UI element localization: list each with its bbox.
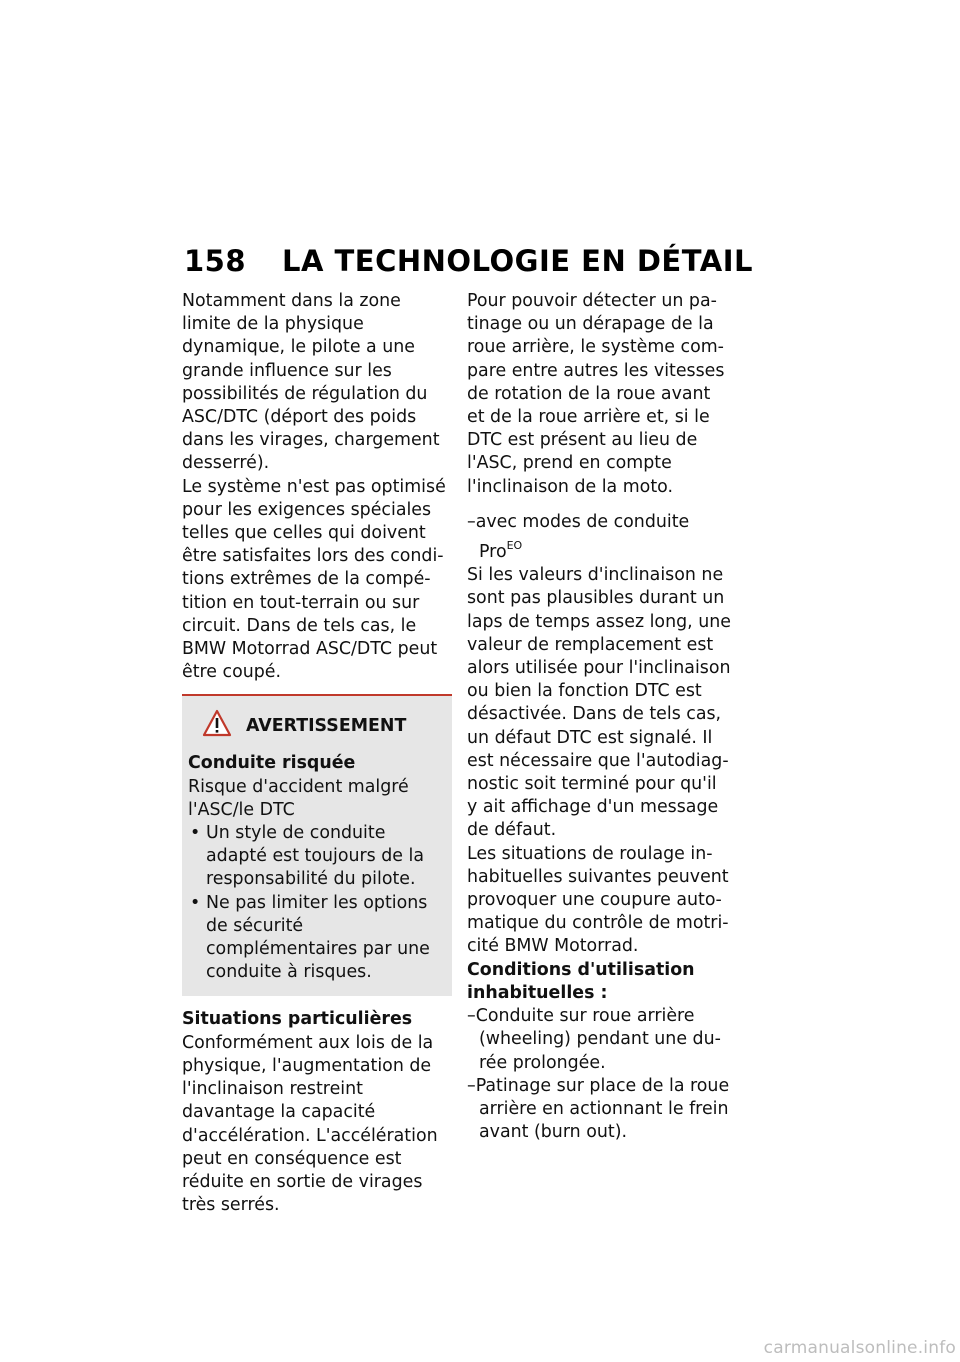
warning-header [202,710,446,742]
modes-superscript: EO [506,539,523,553]
page-number: 158 [184,244,247,278]
warning-bullets [188,822,446,984]
paragraph: Les situations de roulage inhabituelles suivantes peuvent provoquer une coupure automatique du contrôle de motricité BMW Motorrad. [467,843,729,957]
paragraph: Pour pouvoir détecter un patinage ou un dérapage de la roue arrière, le système compare entre autres les vitesses de rotation de la roue avant et de la roue arrière et, si le DTC est présent au lieu de l'ASC, prend en compte l'inclinaison de la moto. [467,291,725,497]
list-item: –Conduite sur roue arrière (wheeling) pendant une durée prolongée. [467,1006,721,1073]
conditions-list [467,1005,732,1144]
list-item: • Ne pas limiter les options de sécurité complémentaires par une conduite à risques. [188,892,446,985]
modes-label: –avec modes de conduite [467,511,690,532]
left-column [182,290,452,1217]
warning-text: Risque d'accident malgré l'ASC/le DTC [188,776,409,820]
page-header [184,240,753,284]
list-item: –Patinage sur place de la roue arrière en actionnant le frein avant (burn out). [467,1075,730,1143]
modes-line [467,511,732,564]
paragraph: Conformément aux lois de la physique, l'augmentation de l'inclinaison restreint davantage la capacité d'accélération. L'accélération peut en conséquence est réduite en sortie de virages très serrés. [182,1032,438,1216]
warning-label: AVERTISSEMENT [246,715,407,736]
section-heading: Conditions d'utilisation inhabituelles : [467,959,695,1003]
watermark: carmanualsonline.info [763,1338,956,1358]
modes-pro: Pro [479,542,507,563]
paragraph: Si les valeurs d'inclinaison ne sont pas plausibles durant un laps de temps assez long, une valeur de remplacement est alors utilisée pour l'inclinaison ou bien la fonction DTC est désactivée. Dans de tels cas, un défaut DTC est signalé. Il est nécessaire que l'autodiagnostic soit terminé pour qu'il y ait affichage d'un message de défaut. [467,565,731,841]
paragraph: Notamment dans la zone limite de la physique dynamique, le pilote a une grande influence sur les possibilités de régulation du ASC/DTC (déport des poids dans les virages, chargement desserré). [182,291,440,474]
warning-heading: Conduite risquée [188,753,356,774]
warning-box [182,694,452,996]
right-column [467,290,732,1144]
list-item: • Un style de conduite adapté est toujours de la responsabilité du pilote. [188,822,446,892]
chapter-title: LA TECHNOLOGIE EN DÉTAIL [282,244,753,278]
warning-triangle-icon [202,709,232,744]
section-heading: Situations particulières [182,1009,413,1030]
paragraph: Le système n'est pas optimisé pour les exigences spéciales telles que celles qui doivent être satisfaites lors des conditions extrêmes de la compétition en tout-terrain ou sur circuit. Dans de tels cas, le BMW Motorrad ASC/DTC peut être coupé. [182,476,446,683]
